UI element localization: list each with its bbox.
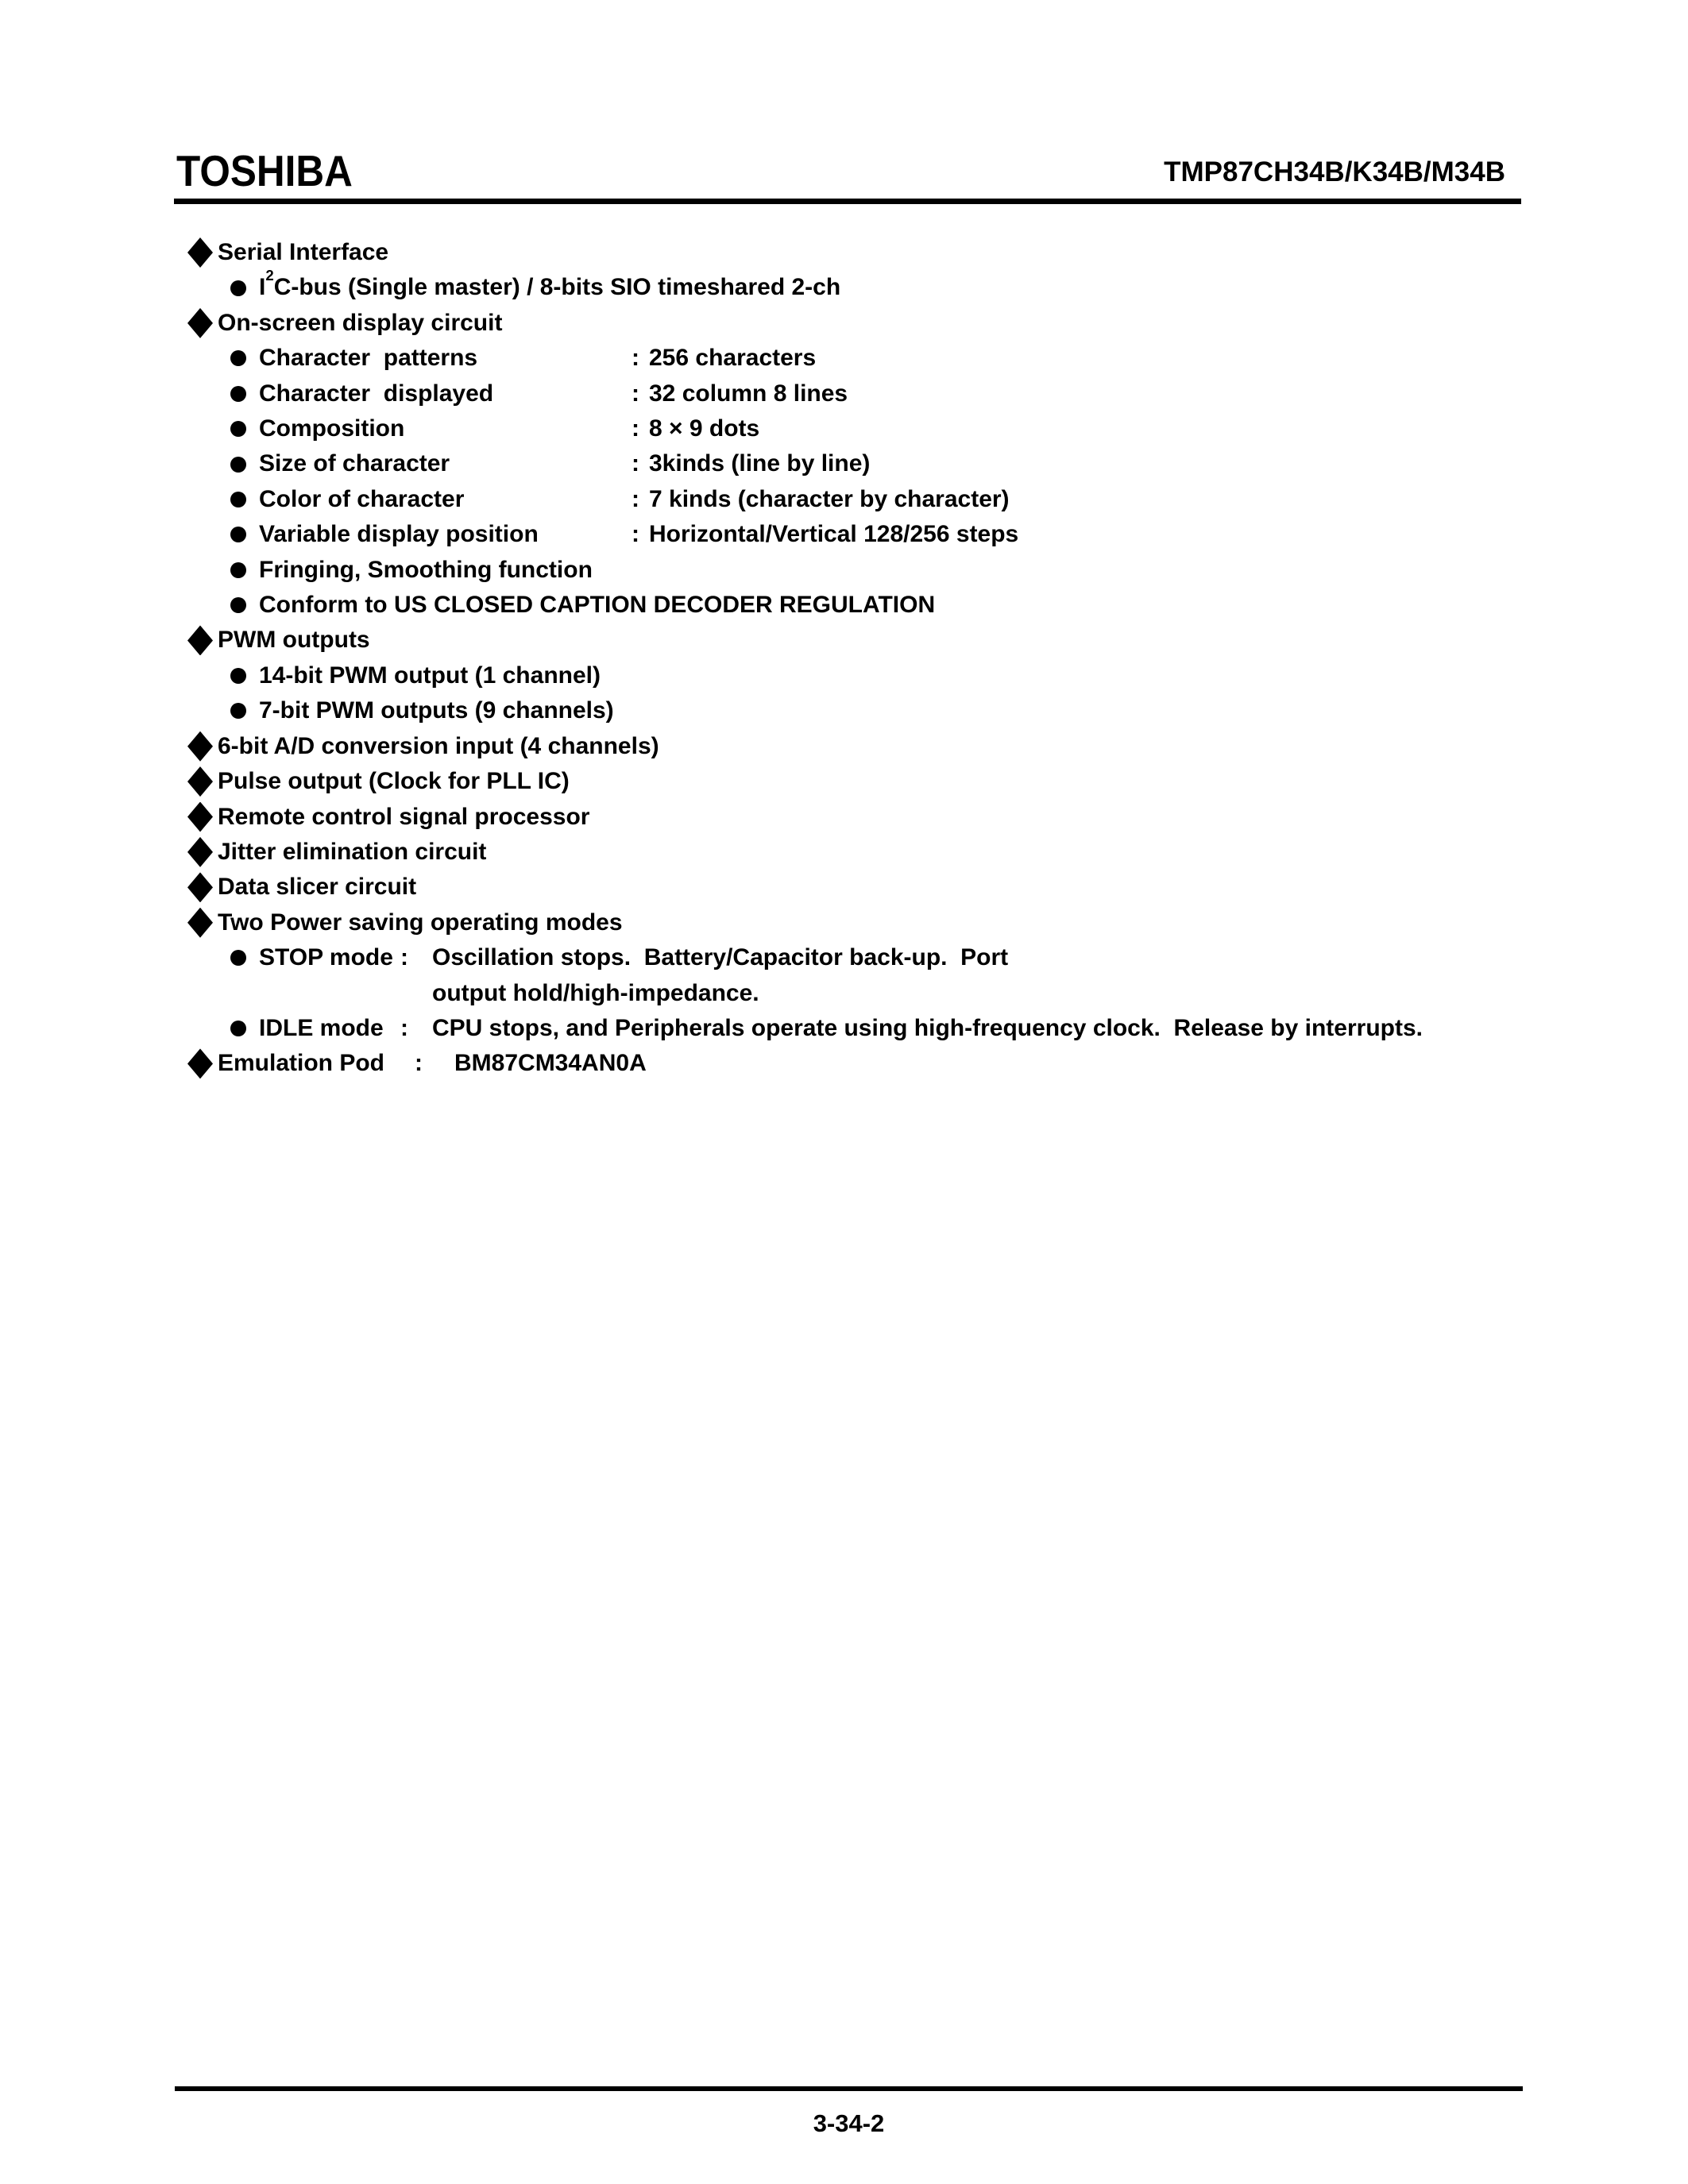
feature-value: 3kinds (line by line) xyxy=(649,450,871,477)
dot-bullet-icon xyxy=(230,482,259,517)
feature-text: Pulse output (Clock for PLL IC) xyxy=(218,768,570,795)
feature-label: STOP mode xyxy=(259,944,393,971)
dot-shape xyxy=(230,421,246,437)
feature-text: On-screen display circuit xyxy=(218,309,503,336)
dot-bullet-icon xyxy=(230,940,259,975)
feature-label: Color of character xyxy=(259,485,465,512)
feature-text-pre: I xyxy=(259,274,266,301)
feature-value-line: Oscillation stops. Battery/Capacitor back-up. Port xyxy=(432,944,1009,971)
feature-text: PWM outputs xyxy=(218,627,370,654)
feature-value: Horizontal/Vertical 128/256 steps xyxy=(649,521,1019,548)
feature-value: 32 column 8 lines xyxy=(649,380,848,407)
feature-item xyxy=(0,235,1688,270)
diamond-bullet-icon xyxy=(187,1048,213,1078)
feature-item xyxy=(0,588,1688,623)
feature-text: 7-bit PWM outputs (9 channels) xyxy=(259,697,614,724)
dot-shape xyxy=(230,527,246,542)
feature-item xyxy=(0,764,1688,799)
feature-label: IDLE mode xyxy=(259,1014,384,1041)
feature-value xyxy=(432,940,1008,1011)
colon-separator: : xyxy=(415,1050,423,1077)
feature-label: Composition xyxy=(259,415,405,442)
feature-item xyxy=(0,623,1688,658)
feature-item xyxy=(0,341,1688,376)
feature-value: 7 kinds (character by character) xyxy=(649,485,1010,512)
feature-label: Variable display position xyxy=(259,521,539,548)
diamond-bullet-icon xyxy=(187,308,213,338)
dot-shape xyxy=(230,280,246,296)
feature-item xyxy=(0,553,1688,588)
diamond-bullet-icon xyxy=(187,766,213,797)
feature-text: Jitter elimination circuit xyxy=(218,838,487,865)
feature-item xyxy=(0,870,1688,905)
feature-list xyxy=(0,235,1688,1082)
feature-item xyxy=(0,376,1688,411)
feature-value-line: output hold/high-impedance. xyxy=(432,979,759,1006)
feature-text xyxy=(259,266,841,305)
feature-item xyxy=(0,1011,1688,1046)
feature-text: Fringing, Smoothing function xyxy=(259,556,593,583)
diamond-bullet-icon xyxy=(187,237,213,268)
feature-text-rest: C-bus (Single master) / 8-bits SIO timeshared 2-ch xyxy=(273,274,841,301)
diamond-bullet-icon xyxy=(187,872,213,902)
diamond-bullet-icon xyxy=(187,731,213,762)
feature-text: 6-bit A/D conversion input (4 channels) xyxy=(218,732,659,759)
feature-text: Two Power saving operating modes xyxy=(218,909,623,936)
header-rule xyxy=(174,199,1521,204)
dot-shape xyxy=(230,950,246,966)
feature-text: 14-bit PWM output (1 channel) xyxy=(259,662,601,689)
dot-bullet-icon xyxy=(230,270,259,305)
dot-shape xyxy=(230,492,246,507)
brand-logo: TOSHIBA xyxy=(176,146,353,195)
feature-text: Remote control signal processor xyxy=(218,803,590,830)
dot-bullet-icon xyxy=(230,411,259,446)
dot-bullet-icon xyxy=(230,553,259,588)
feature-item xyxy=(0,658,1688,693)
feature-label: Character patterns xyxy=(259,345,478,372)
feature-text: Conform to US CLOSED CAPTION DECODER REGULATION xyxy=(259,592,936,619)
colon-separator: : xyxy=(400,944,408,971)
feature-item xyxy=(0,729,1688,764)
diamond-bullet-icon xyxy=(187,625,213,655)
feature-item xyxy=(0,482,1688,517)
dot-bullet-icon xyxy=(230,376,259,411)
feature-value: 256 characters xyxy=(649,345,817,372)
feature-item xyxy=(0,835,1688,870)
feature-item xyxy=(0,306,1688,341)
feature-item xyxy=(0,905,1688,940)
dot-shape xyxy=(230,1021,246,1036)
feature-text: Serial Interface xyxy=(218,239,389,265)
colon-separator: : xyxy=(632,521,639,548)
footer-rule xyxy=(175,2086,1523,2091)
dot-shape xyxy=(230,562,246,578)
dot-shape xyxy=(230,457,246,473)
feature-label: Size of character xyxy=(259,450,450,477)
dot-bullet-icon xyxy=(230,341,259,376)
feature-item xyxy=(0,411,1688,446)
feature-value: BM87CM34AN0A xyxy=(454,1050,647,1077)
colon-separator: : xyxy=(400,1014,408,1041)
dot-bullet-icon xyxy=(230,517,259,552)
dot-shape xyxy=(230,668,246,684)
dot-bullet-icon xyxy=(230,1011,259,1046)
colon-separator: : xyxy=(632,380,639,407)
dot-bullet-icon xyxy=(230,588,259,623)
feature-item xyxy=(0,1046,1688,1081)
colon-separator: : xyxy=(632,450,639,477)
colon-separator: : xyxy=(632,485,639,512)
diamond-bullet-icon xyxy=(187,802,213,832)
superscript-text: 2 xyxy=(265,266,274,284)
dot-shape xyxy=(230,350,246,366)
page-number: 3-34-2 xyxy=(813,2109,885,2137)
dot-shape xyxy=(230,386,246,402)
feature-item xyxy=(0,693,1688,728)
colon-separator: : xyxy=(632,415,639,442)
feature-item xyxy=(0,266,1688,305)
part-number: TMP87CH34B/K34B/M34B xyxy=(1164,156,1505,187)
feature-item xyxy=(0,517,1688,552)
feature-label: Emulation Pod xyxy=(218,1050,384,1077)
feature-label: Character displayed xyxy=(259,380,494,407)
feature-text: Data slicer circuit xyxy=(218,874,417,901)
diamond-bullet-icon xyxy=(187,837,213,867)
feature-value: 8 × 9 dots xyxy=(649,415,760,442)
feature-value xyxy=(432,1011,1423,1046)
dot-bullet-icon xyxy=(230,693,259,728)
dot-bullet-icon xyxy=(230,658,259,693)
feature-item xyxy=(0,446,1688,481)
feature-item xyxy=(0,940,1688,1011)
dot-shape xyxy=(230,703,246,719)
dot-shape xyxy=(230,597,246,613)
colon-separator: : xyxy=(632,345,639,372)
feature-item xyxy=(0,800,1688,835)
diamond-bullet-icon xyxy=(187,908,213,938)
dot-bullet-icon xyxy=(230,446,259,481)
feature-value-line: CPU stops, and Peripherals operate using high-frequency clock. Release by interrupts. xyxy=(432,1014,1423,1041)
